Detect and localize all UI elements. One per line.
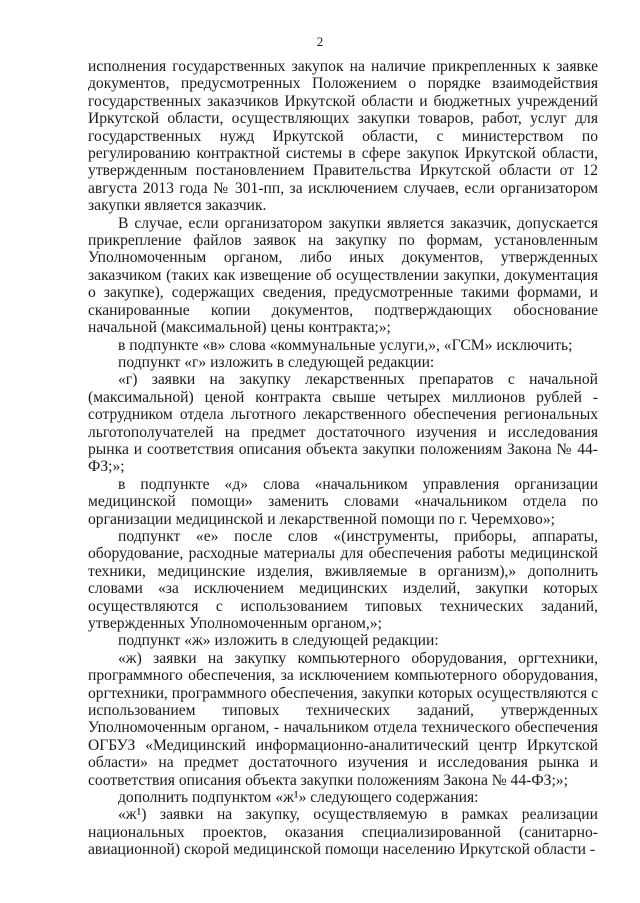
paragraph-subpoint-d: в подпункте «д» слова «начальником управления организации медицинской помощи» заменить словами «начальником отдела по организации медицинской и лекарственной помощи по г. Черемхово»; — [88, 475, 598, 528]
paragraph-subpoint-zh1-intro: дополнить подпунктом «ж¹» следующего содержания: — [118, 789, 479, 807]
paragraph-subpoint-zh-text: «ж) заявки на закупку компьютерного оборудования, оргтехники, программного обеспечения, за исключением компьютерного оборудования, оргтехники, программного обеспечения, закупки которых осуществляются с использованием типовых технических заданий, утвержденных Уполномоченным органом, - начальником отдела технического обеспечения ОГБУЗ «Медицинский информационно-аналитический центр Иркутской области» на предмет достаточного изучения и исследования рынка и соответствия описания объекта закупки положениям Закона № 44-ФЗ;»; — [88, 649, 598, 789]
paragraph-subpoint-g-intro: подпункт «г» изложить в следующей редакции: — [118, 353, 435, 371]
paragraph-continuation: исполнения государственных закупок на наличие прикрепленных к заявке документов, предусмотренных Положением о порядке взаимодействия государственных заказчиков Иркутской области и бюджетных учреждений Иркутской области, осуществляющих закупки товаров, работ, услуг для государственных нужд Иркутской области, с министерством по регулированию контрактной системы в сфере закупок Иркутской области, утвержденным постановлением Правительства Иркутской области от 12 августа 2013 года № 301-пп, за исключением случаев, если организатором закупки является заказчик. — [88, 58, 598, 215]
paragraph-subpoint-zh1-text: «ж¹) заявки на закупку, осуществляемую в рамках реализации национальных проектов, оказания специализированной (санитарно-авиационной) скорой медицинской помощи населению Иркутской области - — [88, 806, 598, 859]
page-number: 2 — [316, 34, 324, 49]
paragraph-organizer-case: В случае, если организатором закупки является заказчик, допускается прикрепление файлов заявок на закупку по формам, установленным Уполномоченным органом, либо иных документов, утвержденных заказчиком (таких как извещение об осуществлении закупки, документация о закупке), содержащих сведения, предусмотренные такими формами, и сканированные копии документов, подтверждающих обоснование начальной (максимальной) цены контракта;»; — [88, 214, 598, 337]
paragraph-subpoint-v: в подпункте «в» слова «коммунальные услуги,», «ГСМ» исключить; — [118, 336, 573, 354]
paragraph-subpoint-e: подпункт «е» после слов «(инструменты, приборы, аппараты, оборудование, расходные материалы для обеспечения работы медицинской техники, медицинские изделия, вживляемые в организм),» дополнить словами «за исключением медицинских изделий, закупки которых осуществляются с использованием типовых технических заданий, утвержденных Уполномоченным органом,»; — [88, 527, 598, 632]
document-body — [88, 58, 598, 859]
paragraph-subpoint-g-text: «г) заявки на закупку лекарственных препаратов с начальной (максимальной) ценой контракта свыше четырех миллионов рублей - сотрудником отдела льготного лекарственного обеспечения региональных льготополучателей на предмет достаточного изучения и исследования рынка и соответствия описания объекта закупки положениям Закона № 44-ФЗ;»; — [88, 371, 598, 476]
paragraph-subpoint-zh-intro: подпункт «ж» изложить в следующей редакции: — [118, 632, 439, 650]
